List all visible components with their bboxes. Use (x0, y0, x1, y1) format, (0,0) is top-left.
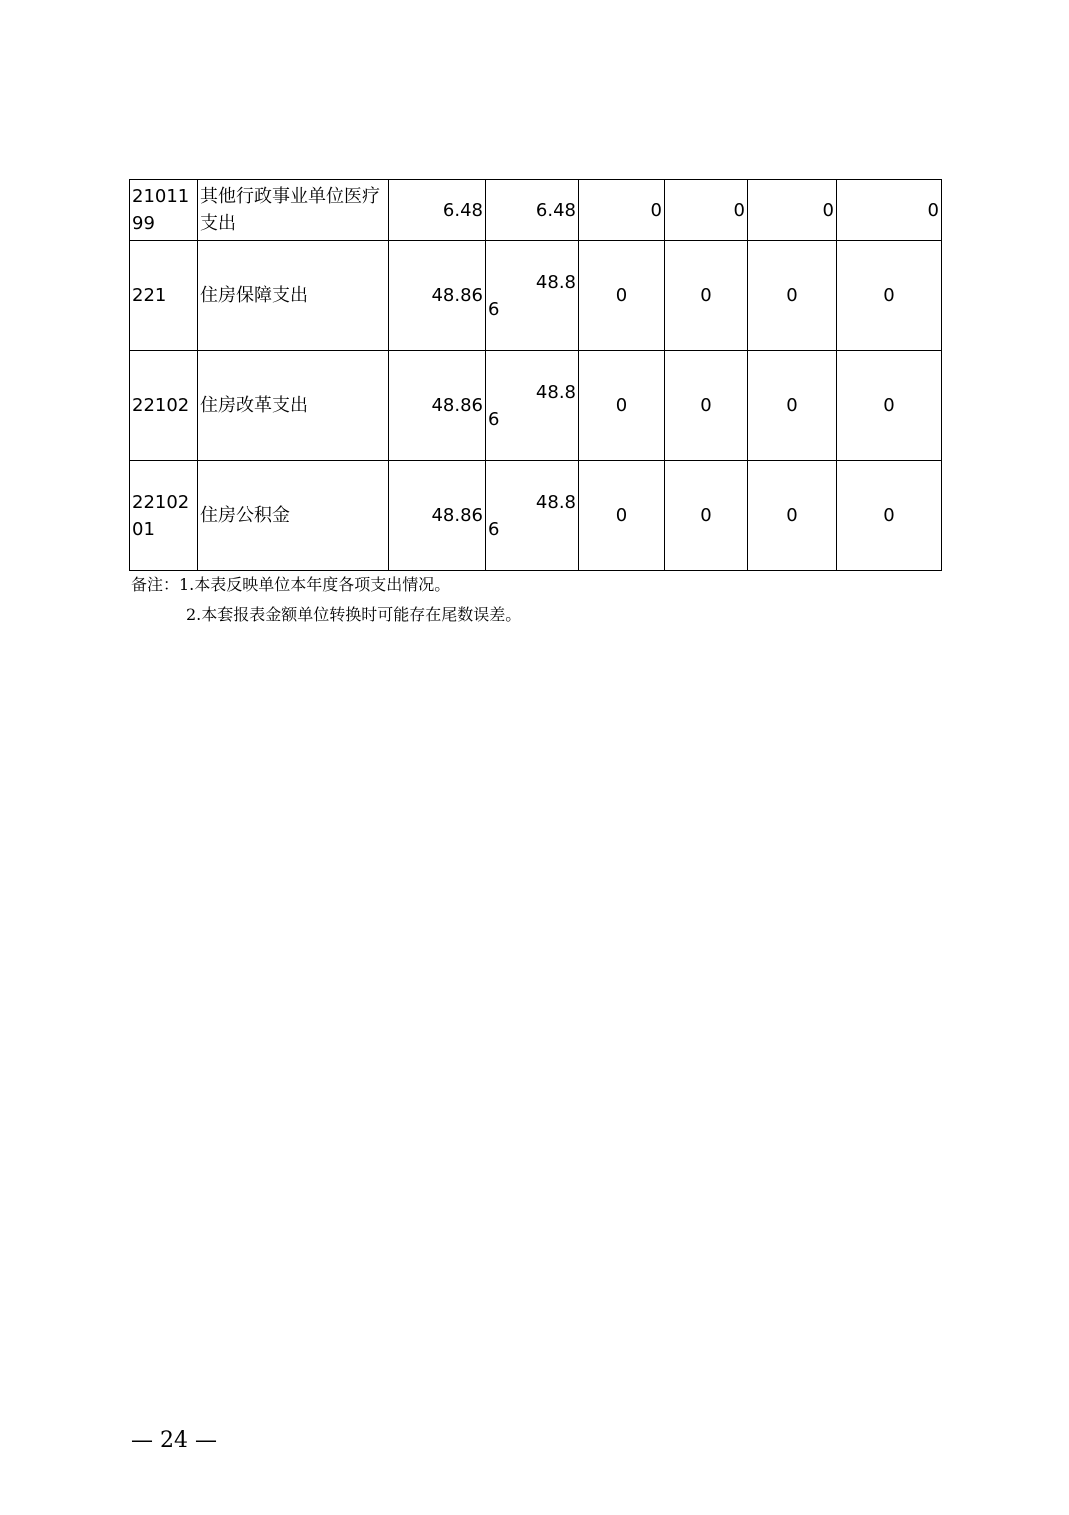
subject-name-cell: 住房公积金 (198, 461, 389, 571)
subject-name-cell: 住房保障支出 (198, 241, 389, 351)
amount-cell: 0 (748, 241, 837, 351)
amount-cell: 0 (665, 461, 748, 571)
amount-part: 6 (488, 408, 500, 430)
amount-cell: 48.86 (389, 461, 486, 571)
amount-cell: 0 (837, 241, 942, 351)
expenditure-table (129, 179, 942, 571)
amount-cell: 0 (665, 241, 748, 351)
amount-cell: 6.48 (486, 180, 579, 241)
amount-part: 48.8 (535, 271, 576, 293)
table-notes (131, 570, 521, 630)
amount-cell: 0 (579, 180, 665, 241)
amount-part: 6 (488, 298, 500, 320)
amount-cell: 0 (579, 461, 665, 571)
subject-code-cell: 22102 (130, 351, 198, 461)
amount-cell: 0 (748, 180, 837, 241)
table-row (130, 351, 942, 461)
amount-cell: 0 (579, 351, 665, 461)
amount-cell (486, 461, 579, 571)
amount-cell: 0 (837, 461, 942, 571)
amount-part: 48.8 (535, 381, 576, 403)
amount-cell: 0 (665, 180, 748, 241)
amount-cell: 0 (748, 461, 837, 571)
amount-cell (486, 351, 579, 461)
amount-cell: 0 (837, 180, 942, 241)
amount-cell: 48.86 (389, 351, 486, 461)
note-line: 备注：1.本表反映单位本年度各项支出情况。 (131, 575, 451, 594)
amount-cell: 6.48 (389, 180, 486, 241)
amount-cell: 0 (579, 241, 665, 351)
amount-part: 48.8 (535, 491, 576, 513)
table-row (130, 180, 942, 241)
page-number: — 24 — (131, 1428, 217, 1453)
table-row (130, 461, 942, 571)
subject-name-cell: 住房改革支出 (198, 351, 389, 461)
amount-cell: 0 (748, 351, 837, 461)
subject-code-cell: 221 (130, 241, 198, 351)
amount-cell: 0 (665, 351, 748, 461)
table-row (130, 241, 942, 351)
amount-cell (486, 241, 579, 351)
subject-name-cell: 其他行政事业单位医疗支出 (198, 180, 389, 241)
note-line: 2.本套报表金额单位转换时可能存在尾数误差。 (186, 605, 522, 624)
subject-code-cell: 2210201 (130, 461, 198, 571)
subject-code-cell: 2101199 (130, 180, 198, 241)
amount-part: 6 (488, 518, 500, 540)
amount-cell: 48.86 (389, 241, 486, 351)
amount-cell: 0 (837, 351, 942, 461)
